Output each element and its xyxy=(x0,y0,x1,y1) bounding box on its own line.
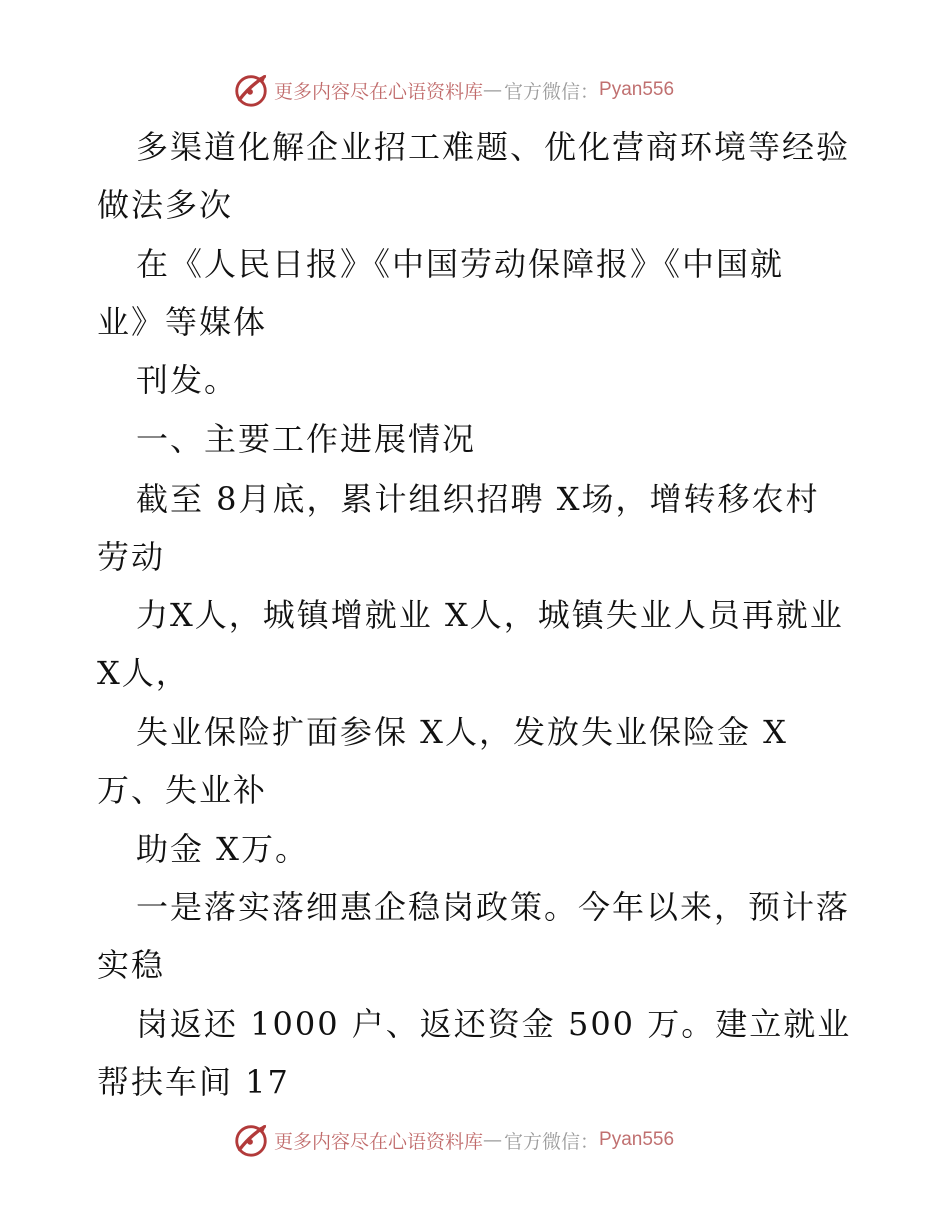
banner-separator: — xyxy=(483,79,503,101)
text-line: 截至 8月底，累计组织招聘 X场，增转移农村 xyxy=(136,480,820,518)
text-line: 助金 X万。 xyxy=(136,830,309,868)
banner-wechat-label: 官方微信： xyxy=(504,1130,600,1153)
text-line: 帮扶车间 17 xyxy=(97,1063,290,1101)
text-line: 实稳 xyxy=(97,946,166,984)
text-line: 万、失业补 xyxy=(97,771,268,809)
banner-separator: — xyxy=(483,1129,503,1151)
section-heading: 一、主要工作进展情况 xyxy=(136,420,477,458)
pen-nib-logo-icon xyxy=(232,71,270,109)
banner-site-text: 更多内容尽在心语资料库 xyxy=(274,80,484,103)
text-line: 刊发。 xyxy=(136,361,239,399)
text-line: 劳动 xyxy=(97,538,166,576)
banner-wechat-id: Pyan556 xyxy=(599,79,675,100)
text-line: 在《人民日报》《中国劳动保障报》《中国就 xyxy=(136,245,785,283)
text-line: 做法多次 xyxy=(97,186,234,224)
text-line: 多渠道化解企业招工难题、优化营商环境等经验 xyxy=(136,128,851,166)
header-watermark-banner xyxy=(232,70,674,110)
text-line: 一是落实落细惠企稳岗政策。今年以来，预计落 xyxy=(136,888,851,926)
banner-site-text: 更多内容尽在心语资料库 xyxy=(274,1130,484,1153)
banner-wechat-id: Pyan556 xyxy=(599,1129,675,1150)
pen-nib-logo-icon xyxy=(232,1121,270,1159)
text-line: 失业保险扩面参保 X人，发放失业保险金 X xyxy=(136,713,788,751)
footer-watermark-banner xyxy=(232,1120,674,1160)
text-line: 岗返还 1000 户、返还资金 500 万。建立就业 xyxy=(136,1005,852,1043)
text-line: X人， xyxy=(97,654,190,692)
text-line: 力X人，城镇增就业 X人，城镇失业人员再就业 xyxy=(136,596,844,634)
text-line: 业》等媒体 xyxy=(97,303,268,341)
banner-wechat-label: 官方微信： xyxy=(504,80,600,103)
